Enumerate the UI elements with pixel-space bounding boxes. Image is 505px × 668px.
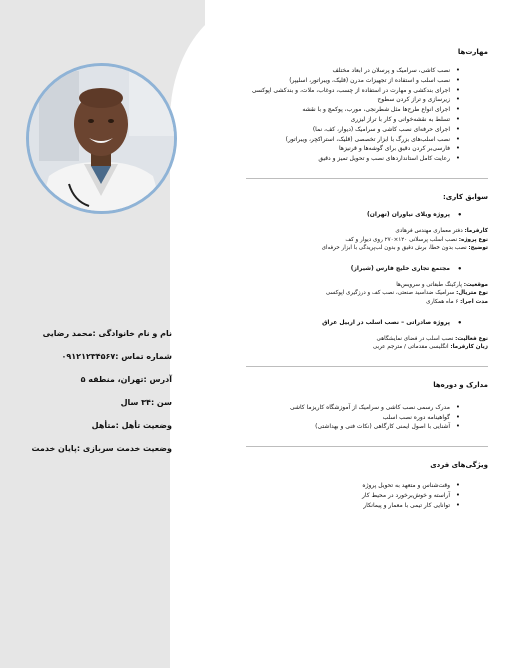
project-line: توضیح: نصب بدون خطا، برش دقیق و بدون لب‌پریدگی با ابزار حرفه‌ای [321, 245, 488, 252]
personal-info [20, 322, 172, 460]
personal-age: سن :۳۴ سال [120, 398, 172, 407]
skill-item: • اجرای انواع طرح‌ها مثل شطرنجی، مورب، پوکمچ و با نقشه [218, 105, 450, 115]
skill-item: • زیرسازی و تراز کردن سطوح [218, 95, 450, 105]
project-details [218, 281, 488, 307]
trait-item: • توانایی کار تیمی با معمار و پیمانکار [218, 501, 450, 511]
trait-item: • آراسته و خوش‌برخورد در محیط کار [218, 491, 450, 501]
certificates-title: مدارک و دوره‌ها [433, 380, 488, 389]
skills-list [218, 66, 488, 164]
portrait-illustration [29, 66, 174, 211]
trait-item: • وقت‌شناس و متعهد به تحویل پروژه [218, 481, 450, 491]
traits-list [218, 481, 488, 510]
main-content [218, 48, 488, 511]
divider [246, 178, 488, 179]
certificate-item: • گواهینامه دوره نصب اسلب [218, 413, 450, 423]
project-details [218, 335, 488, 352]
certificate-item: • مدرک رسمی نصب کاشی و سرامیک از آموزشگاه کاریزما کاشی [218, 403, 450, 413]
personal-address: آدرس :تهران، منطقه ۵ [80, 375, 172, 384]
project-line: زبان کارفرما: انگلیسی مقدماتی / مترجم عربی [372, 344, 488, 351]
profile-photo [26, 63, 177, 214]
personal-marital: وضعیت تأهل :متأهل [91, 421, 172, 430]
project-title: • پروژه ویلای نیاوران (تهران) [218, 211, 488, 218]
skill-item: • اجرای بندکشی و مهارت در استفاده از چسب، دوغاب، ملات، و بندکشی اپوکسی [218, 86, 450, 96]
skill-item: • اجرای حرفه‌ای نصب کاشی و سرامیک (دیوار، کف، نما) [218, 125, 450, 135]
project-title: • مجتمع تجاری خلیج فارس (شیراز) [218, 265, 488, 272]
skill-item: • تسلط به نقشه‌خوانی و کار با تراز لیزری [218, 115, 450, 125]
project-details [218, 227, 488, 253]
skill-item: • نصب اسلب‌های بزرگ با ابزار تخصصی (قلیک، استراکچر، ویبراتور) [218, 135, 450, 145]
project-line: نوع فعالیت: نصب اسلب در فضای نمایشگاهی [376, 335, 488, 342]
skill-item: • فارسی‌بر کردن دقیق برای گوشه‌ها و قرنیزها [218, 144, 450, 154]
project-line: نوع متریال: سرامیک ضداسید صنعتی، نصب کف و درزگیری اپوکسی [325, 290, 488, 297]
personal-name: نام و نام خانوادگی :محمد رضایی [42, 329, 172, 338]
skill-item: • نصب اسلب و استفاده از تجهیزات مدرن (قلیک، ویبراتور، اسلیپر) [218, 76, 450, 86]
project-line: مدت اجرا: ۶ ماه همکاری [426, 298, 488, 305]
skills-title: مهارت‌ها [457, 48, 488, 56]
project-title: • پروژه صادراتی – نصب اسلب در اربیل عراق [218, 319, 488, 326]
experience-title: سوابق کاری: [443, 192, 488, 201]
certificates-list [218, 403, 488, 432]
divider [246, 366, 488, 367]
skill-item: • نصب کاشی، سرامیک و پرسلان در ابعاد مختلف [218, 66, 450, 76]
certificate-item: • آشنایی با اصول ایمنی کارگاهی (نکات فنی و بهداشتی) [218, 422, 450, 432]
personal-phone: شماره تماس :۰۹۱۲۱۲۳۴۵۶۷ [61, 352, 172, 361]
divider [246, 446, 488, 447]
project-line: نوع پروژه: نصب اسلب پرسلانی ۱۲۰×۲۷۰ روی دیوار و کف [345, 236, 488, 243]
project-line: کارفرما: دفتر معماری مهندس فرهادی [395, 227, 488, 234]
project-line: موقعیت: پارکینگ طبقاتی و سرویس‌ها [396, 281, 488, 288]
personal-military: وضعیت خدمت سربازی :پایان خدمت [31, 444, 172, 453]
skill-item: • رعایت کامل استانداردهای نصب و تحویل تمیز و دقیق [218, 154, 450, 164]
traits-title: ویژگی‌های فردی [430, 461, 488, 470]
